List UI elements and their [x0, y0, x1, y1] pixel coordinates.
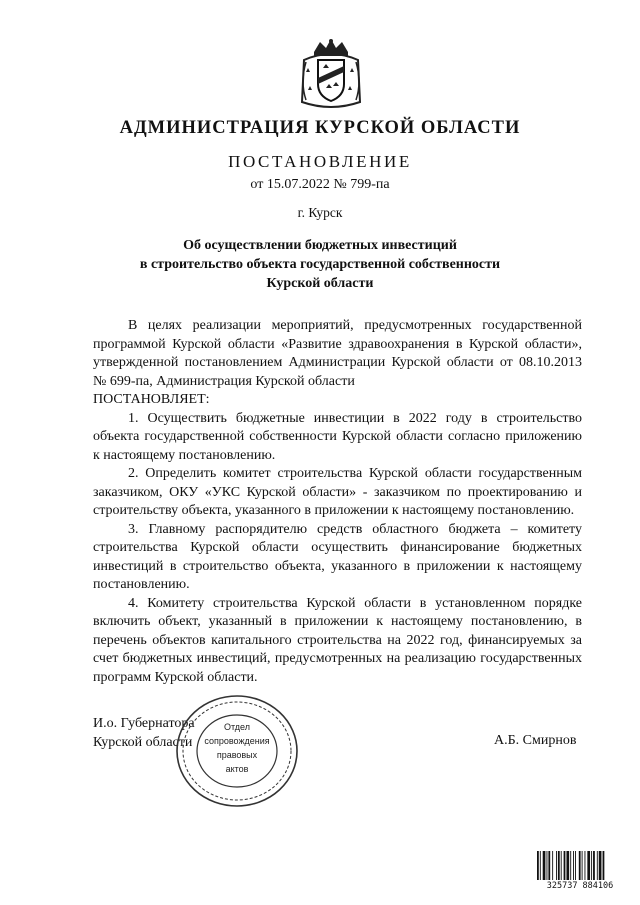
barcode-number: 325737 884106: [536, 880, 624, 893]
clause-paragraph-1: 1. Осуществить бюджетные инвестиции в 2022 году в строительство объекта государственной собственности Курской области согласно приложению к настоящему постановлению.: [93, 410, 582, 463]
stamp-line-1: Отдел: [223, 722, 251, 732]
administration-title: АДМИНИСТРАЦИЯ КУРСКОЙ ОБЛАСТИ: [119, 118, 521, 138]
document-body: [93, 317, 582, 687]
stamp-line-2: сопровождения: [204, 736, 270, 746]
subject-line-2: в строительство объекта государственной собственности: [139, 257, 501, 272]
stamp-line-4: актов: [225, 764, 249, 774]
clause-paragraph-2: 2. Определить комитет строительства Курской области государственным заказчиком, ОКУ «УКС Курской области» - заказчиком по проектированию и строительству объекта, указанного в приложении к настоящему постановлению.: [93, 466, 582, 518]
document-type: ПОСТАНОВЛЕНИЕ: [228, 152, 412, 171]
signatory-position-line-2: Курской области: [93, 734, 193, 750]
document-city: г. Курск: [297, 205, 343, 220]
signatory-position-line-1: И.о. Губернатора: [93, 716, 195, 731]
department-stamp: [174, 692, 300, 810]
clause-paragraph-3: 3. Главному распорядителю средств областного бюджета – комитету строительства Курской области осуществить финансирование бюджетных инвестиций в строительство объекта, указанного в приложении к настоящему постановлению.: [93, 521, 582, 592]
preamble-paragraph: В целях реализации мероприятий, предусмотренных государственной программой Курской области «Развитие здравоохранения в Курской области», утвержденной постановлением Администрации Курской области от 08.10.2013 № 699-па, Администрация Курской области: [93, 318, 582, 389]
signatory-name: А.Б. Смирнов: [494, 733, 577, 748]
kursk-coat-of-arms-icon: [298, 38, 364, 112]
document-date: от 15.07.2022 № 799-па: [250, 177, 390, 192]
clause-paragraph-4: 4. Комитету строительства Курской области в установленном порядке включить объект, указанный в приложении к настоящему постановлению, в перечень объектов капитального строительства на 2022 год, финансируемых за счет бюджетных инвестиций, предусмотренных на реализацию государственных программ Курской области.: [93, 595, 582, 685]
subject-line-3: Курской области: [266, 276, 374, 291]
subject-line-1: Об осуществлении бюджетных инвестиций: [183, 238, 457, 253]
stamp-line-3: правовых: [216, 750, 258, 760]
document-subject: [0, 236, 640, 293]
resolves-line: ПОСТАНОВЛЯЕТ:: [93, 392, 210, 407]
